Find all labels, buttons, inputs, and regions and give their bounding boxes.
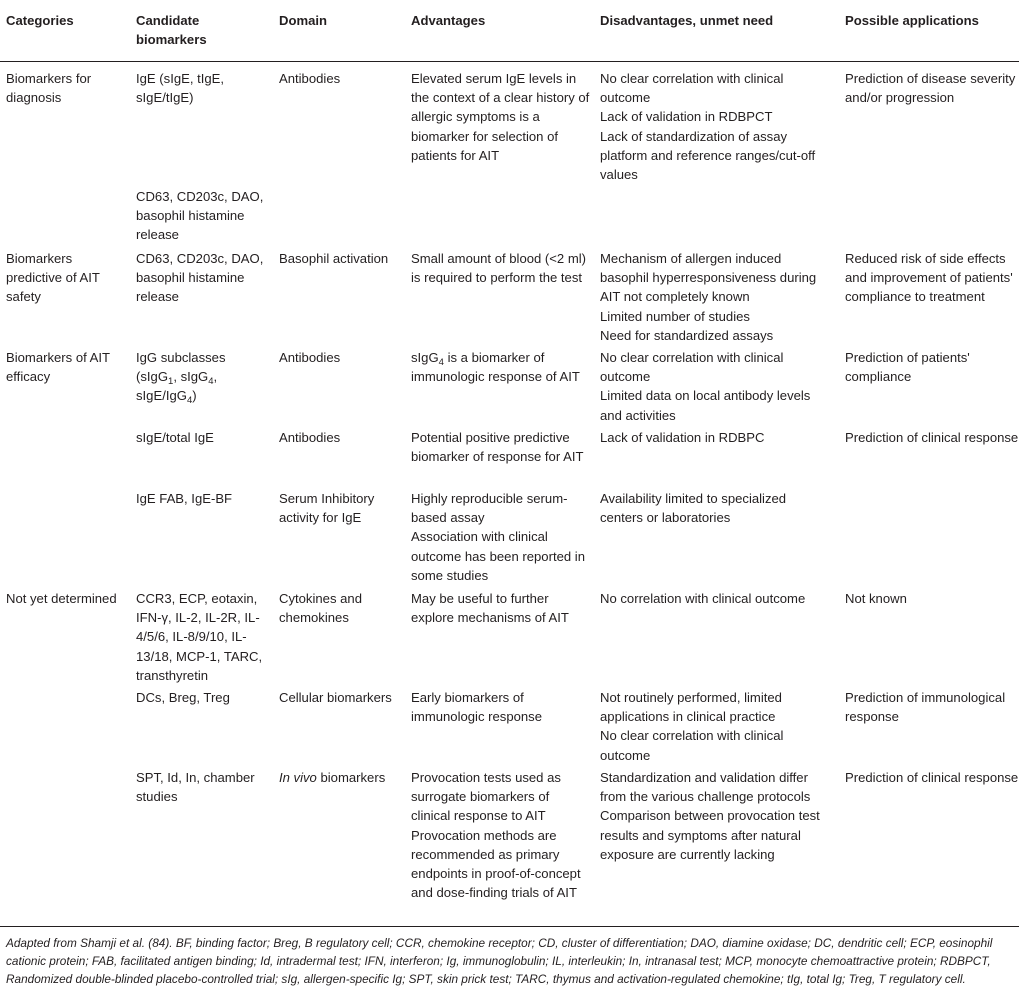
row-disadvantages: Standardization and validation differ from the various challenge protocols Comparison between provocation test results and symptoms after natural exposure are currently lacking [600, 770, 820, 862]
row-applications: Prediction of immunological response [845, 690, 1006, 725]
header-applications: Possible applications [845, 13, 979, 28]
row-biomarkers [136, 348, 264, 406]
biomarker-text: , sIgG [173, 369, 209, 385]
row-applications: Prediction of clinical response [845, 770, 1019, 785]
row-applications: Prediction of patients' compliance [845, 350, 970, 385]
row-applications: Not known [845, 591, 907, 606]
row-domain: Cellular biomarkers [279, 690, 392, 705]
footnote-text: Adapted from Shamji et al. ( [6, 936, 153, 950]
row-biomarkers: CD63, CD203c, DAO, basophil histamine release [136, 189, 264, 243]
header-disadvantages: Disadvantages, unmet need [600, 13, 774, 28]
row-category: Not yet determined [6, 591, 117, 606]
row-domain: Antibodies [279, 71, 341, 86]
footnote-text: ). BF, binding factor; Breg, B regulatory cell; CCR, chemokine receptor; CD, cluster of differentiation; DAO, diamine oxidase; DC, dendritic cell; ECP, eosinophil cationic protein; FAB, facilitated antigen binding; Id, intradermal test; IFN, interferon; Ig, immunoglobulin; IL, interleukin; In, intranasal test; MCP, monocyte chemoattractive protein; RDBPCT, Randomized double-blinded placebo-controlled trial; sIg, allergen-specific Ig; SPT, skin prick test; TARC, thymus and activation-regulated chemokine; tIg, total Ig; Treg, T regulatory cell. [6, 936, 993, 986]
row-domain: Basophil activation [279, 251, 389, 266]
domain-text: biomarkers [316, 770, 386, 785]
row-advantages: Potential positive predictive biomarker of response for AIT [411, 430, 584, 465]
header-candidate-biomarkers: Candidate biomarkers [136, 13, 207, 48]
row-disadvantages: No correlation with clinical outcome [600, 591, 806, 606]
row-biomarkers: IgE (sIgE, tIgE, sIgE/tIgE) [136, 71, 225, 106]
row-disadvantages: No clear correlation with clinical outcome Limited data on local antibody levels and activities [600, 350, 811, 423]
row-applications: Prediction of clinical response [845, 430, 1019, 445]
row-advantages: Elevated serum IgE levels in the context of a clear history of allergic symptoms is a biomarker for selection of patients for AIT [411, 71, 590, 163]
row-disadvantages: Lack of validation in RDBPC [600, 430, 765, 445]
row-disadvantages: Not routinely performed, limited applications in clinical practice No clear correlation with clinical outcome [600, 690, 784, 763]
row-advantages: Provocation tests used as surrogate biomarkers of clinical response to AIT Provocation methods are recommended as primary endpoints in proof-of-concept and dose-finding trials of AIT [411, 770, 581, 901]
row-domain: Serum Inhibitory activity for IgE [279, 491, 375, 526]
header-rule [0, 61, 1019, 62]
subscript: 4 [208, 376, 214, 388]
row-biomarkers: SPT, Id, In, chamber studies [136, 770, 255, 805]
header-domain: Domain [279, 13, 328, 28]
row-category: Biomarkers for diagnosis [6, 71, 92, 106]
table-footnote [6, 935, 1016, 988]
row-disadvantages: No clear correlation with clinical outcome Lack of validation in RDBPCT Lack of standardization of assay platform and reference ranges/cut-off values [600, 71, 816, 183]
row-biomarkers: sIgE/total IgE [136, 430, 214, 445]
biomarker-text: (sIgG [136, 369, 169, 385]
subscript: 4 [186, 395, 193, 407]
row-advantages: Highly reproducible serum-based assay Association with clinical outcome has been reported in some studies [411, 491, 585, 583]
footnote-ref[interactable]: 84 [152, 936, 166, 950]
biomarker-text: sIgE/IgG [136, 388, 187, 404]
row-category: Biomarkers predictive of AIT safety [6, 251, 100, 305]
subscript: 4 [438, 357, 444, 368]
biomarker-text: IgG subclasses [136, 350, 226, 365]
row-biomarkers: CCR3, ECP, eotaxin, IFN-γ, IL-2, IL-2R, IL-4/5/6, IL-8/9/10, IL-13/18, MCP-1, TARC, transthyretin [136, 591, 263, 683]
subscript: 1 [168, 376, 174, 388]
advantages-text: is a biomarker of immunologic response of AIT [411, 350, 580, 385]
in-vivo-italic: In vivo [279, 770, 317, 785]
row-applications: Prediction of disease severity and/or progression [845, 71, 1016, 106]
row-category: Biomarkers of AIT efficacy [6, 350, 110, 385]
row-domain: Antibodies [279, 430, 341, 445]
row-domain [279, 768, 403, 787]
row-disadvantages: Mechanism of allergen induced basophil hyperresponsiveness during AIT not completely known Limited number of studies Need for standardized assays [600, 251, 817, 343]
row-biomarkers: CD63, CD203c, DAO, basophil histamine release [136, 251, 264, 305]
header-categories: Categories [6, 13, 74, 28]
advantages-text: sIgG [411, 350, 439, 365]
table-bottom-rule [0, 926, 1019, 927]
row-advantages: Early biomarkers of immunologic response [411, 690, 543, 725]
row-biomarkers: DCs, Breg, Treg [136, 690, 230, 705]
row-domain: Antibodies [279, 350, 341, 365]
row-advantages: Small amount of blood (<2 ml) is required to perform the test [411, 251, 587, 286]
row-domain: Cytokines and chemokines [279, 591, 362, 626]
row-advantages: May be useful to further explore mechanisms of AIT [411, 591, 569, 626]
row-disadvantages: Availability limited to specialized centers or laboratories [600, 491, 787, 526]
row-applications: Reduced risk of side effects and improvement of patients' compliance to treatment [845, 251, 1013, 305]
biomarker-text: ) [192, 388, 197, 404]
row-advantages [411, 348, 591, 386]
row-biomarkers: IgE FAB, IgE-BF [136, 491, 233, 506]
biomarker-text: , [213, 369, 218, 385]
header-advantages: Advantages [411, 13, 486, 28]
